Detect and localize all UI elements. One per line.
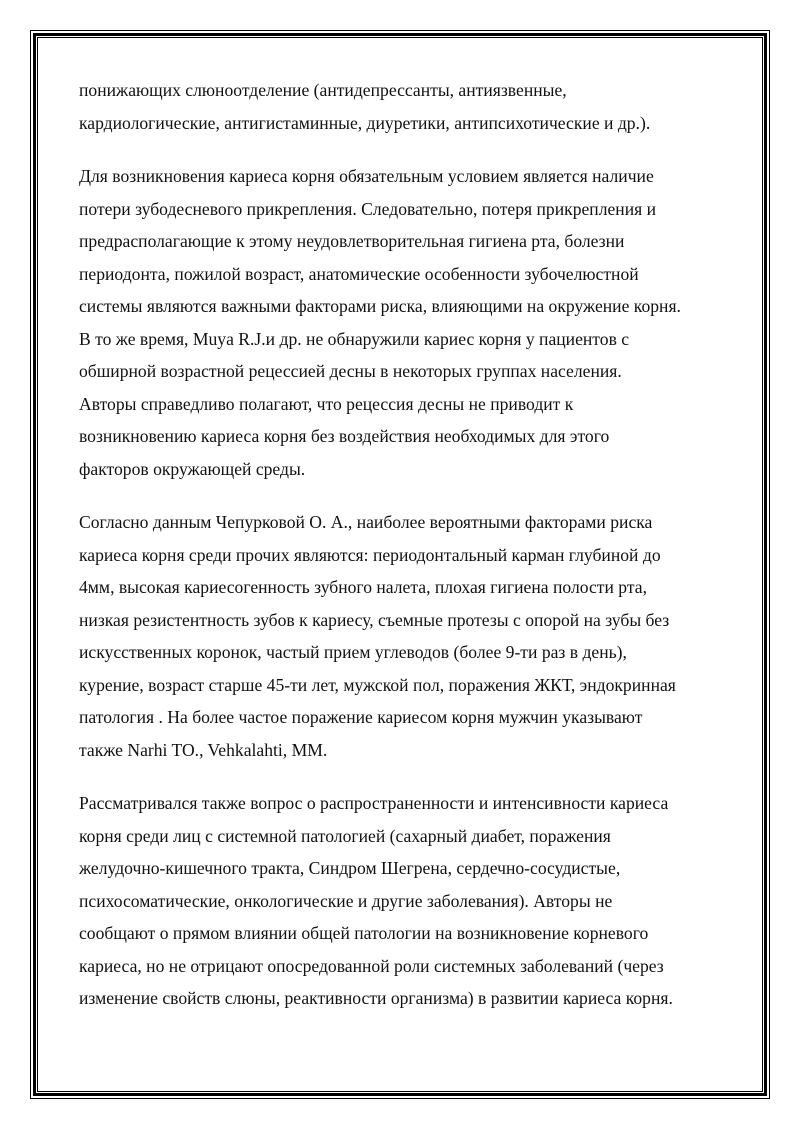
document-body — [79, 74, 739, 1036]
text-line: Согласно данным Чепурковой О. А., наиболее вероятными факторами риска — [79, 512, 653, 532]
paragraph-3 — [79, 506, 739, 766]
text-line: корня среди лиц с системной патологией (сахарный диабет, поражения — [79, 825, 611, 846]
paragraph-4 — [79, 787, 739, 1015]
text-line: периодонта, пожилой возраст, анатомические особенности зубочелюстной — [79, 263, 639, 284]
text-line: Авторы справедливо полагают, что рецессия десны не приводит к — [79, 393, 574, 414]
text-line: возникновению кариеса корня без воздействия необходимых для этого — [79, 426, 610, 446]
text-line: кариеса корня среди прочих являются: периодонтальный карман глубиной до — [79, 544, 661, 565]
text-line: искусственных коронок, частый прием углеводов (более 9-ти раз в день), — [79, 642, 627, 662]
text-line: Рассматривался также вопрос о распространенности и интенсивности кариеса — [79, 793, 669, 813]
text-line: низкая резистентность зубов к кариесу, съемные протезы с опорой на зубы без — [79, 609, 670, 630]
text-line: сообщают о прямом влиянии общей патологии на возникновение корневого — [79, 923, 649, 943]
text-line: желудочно-кишечного тракта, Синдром Шегрена, сердечно-сосудистые, — [79, 858, 621, 878]
text-line: патология . На более частое поражение кариесом корня мужчин указывают — [79, 707, 643, 727]
text-line: кариеса, но не отрицают опосредованной роли системных заболеваний (через — [79, 955, 664, 976]
text-line: кардиологические, антигистаминные, диуретики, антипсихотические и др.). — [79, 112, 651, 133]
text-line: изменение свойств слюны, реактивности организма) в развитии кариеса корня. — [79, 988, 673, 1008]
paragraph-1 — [79, 74, 739, 139]
text-line: потери зубодесневого прикрепления. Следовательно, потеря прикрепления и — [79, 198, 657, 219]
text-line: В то же время, Muya R.J.и др. не обнаружили кариес корня у пациентов с — [79, 328, 630, 349]
text-line: психосоматические, онкологические и другие заболевания). Авторы не — [79, 890, 613, 911]
text-line: системы являются важными факторами риска, влияющими на окружение корня. — [79, 296, 681, 316]
page-border-frame — [33, 33, 767, 1096]
text-line: обширной возрастной рецессией десны в некоторых группах населения. — [79, 361, 622, 381]
text-line: 4мм, высокая кариесогенность зубного налета, плохая гигиена полости рта, — [79, 577, 647, 597]
text-line: факторов окружающей среды. — [79, 458, 306, 479]
text-line: курение, возраст старше 45-ти лет, мужской пол, поражения ЖКТ, эндокринная — [79, 674, 676, 695]
text-line: предрасполагающие к этому неудовлетворительная гигиена рта, болезни — [79, 231, 625, 251]
paragraph-2 — [79, 160, 739, 485]
text-line: понижающих слюноотделение (антидепрессанты, антиязвенные, — [79, 80, 567, 100]
text-line: Для возникновения кариеса корня обязательным условием является наличие — [79, 166, 654, 186]
text-line: также Narhi TO., Vehkalahti, MM. — [79, 739, 328, 760]
